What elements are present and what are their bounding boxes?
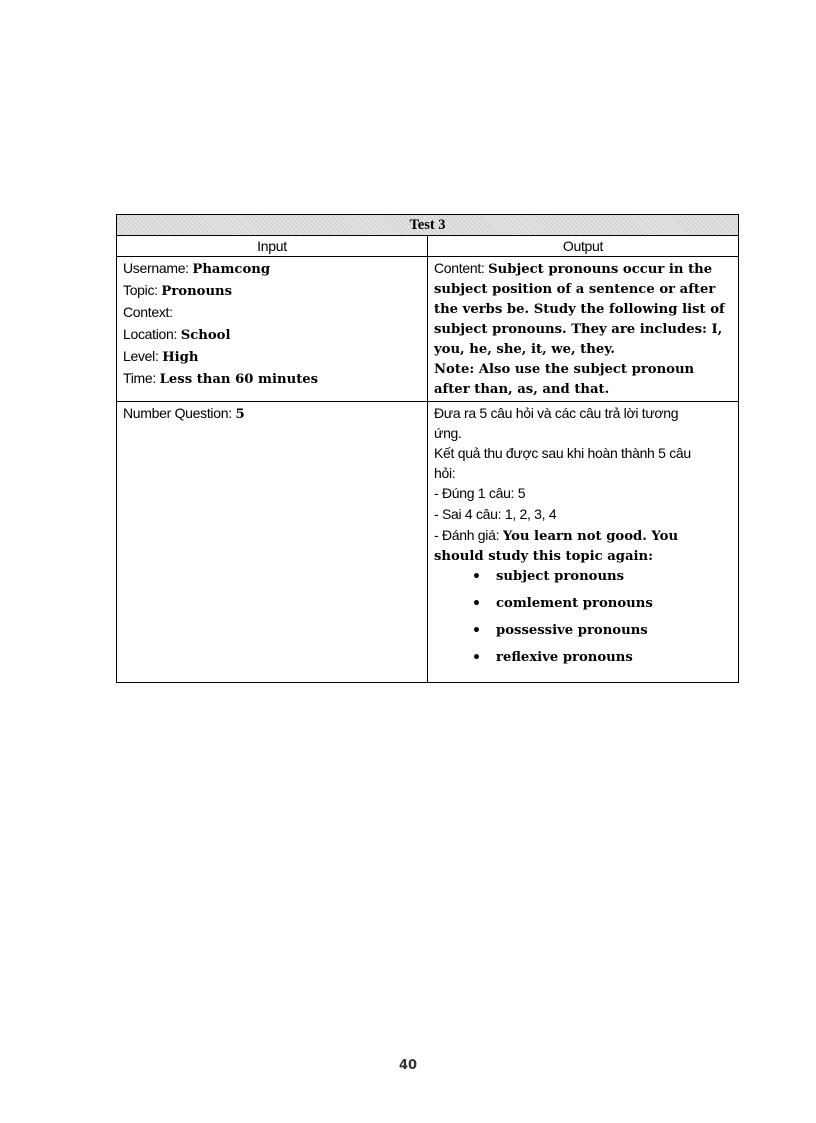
list-item: • comlement pronouns [496,594,732,621]
topic-label: Topic: [123,282,158,298]
table-title: Test 3 [117,215,739,236]
level-line [123,346,421,368]
evaluation-line [434,525,732,547]
intro-text: hỏi: [434,465,456,481]
level-value: High [162,350,199,365]
content-text: you, he, she, it, we, they. [434,342,615,357]
content-note: Note: Also use the subject pronoun [434,362,695,377]
username-line [123,258,421,280]
topic-list [434,567,732,681]
number-question-label: Number Question: [123,405,232,421]
content-text: subject pronouns. They are includes: I, [434,322,723,337]
content-text: subject position of a sentence or after [434,282,716,297]
output-cell [428,257,739,402]
input-cell [117,257,428,402]
content-text: the verbs be. Study the following list of [434,302,725,317]
content-text: Subject pronouns occur in the [488,262,713,277]
wrong-line [434,504,732,525]
time-value: Less than 60 minutes [159,372,319,387]
intro-text: Kết quả thu được sau khi hoàn thành 5 câu [434,445,691,461]
list-item: • reflexive pronouns [496,648,732,675]
wrong-label: - Sai 4 câu: [434,506,502,522]
output-cell [428,402,739,683]
table-row [117,402,739,683]
location-value: School [180,328,231,343]
correct-line [434,483,732,504]
correct-label: - Đúng 1 câu: [434,485,515,501]
input-cell [117,402,428,683]
correct-value: 5 [517,485,526,501]
topic-value: Pronouns [161,284,233,299]
context-line [123,302,421,324]
content-note: after than, as, and that. [434,382,610,397]
level-label: Level: [123,348,159,364]
evaluation-value: should study this topic again: [434,549,654,564]
username-value: Phamcong [192,262,271,277]
intro-text: Đưa ra 5 câu hỏi và các câu trả lời tương [434,405,679,421]
list-item: • possessive pronouns [496,621,732,648]
content-label: Content: [434,260,485,276]
table-header-row [117,236,739,257]
evaluation-value: You learn not good. You [502,529,679,544]
page-number: 40 [398,1058,418,1073]
time-line [123,368,421,390]
table-title-row [117,215,739,236]
topic-line [123,280,421,302]
test-table [116,214,739,683]
location-line [123,324,421,346]
location-label: Location: [123,326,178,342]
header-input: Input [117,236,428,257]
evaluation-label: - Đánh giá: [434,527,500,543]
table-row [117,257,739,402]
username-label: Username: [123,260,189,276]
header-output: Output [428,236,739,257]
list-item: • subject pronouns [496,567,732,594]
intro-text: ứng. [434,425,462,441]
number-question-line [123,403,421,425]
wrong-value: 1, 2, 3, 4 [504,506,557,522]
number-question-value: 5 [235,407,245,422]
content-line [434,258,732,280]
time-label: Time: [123,370,156,386]
context-label: Context: [123,304,173,320]
